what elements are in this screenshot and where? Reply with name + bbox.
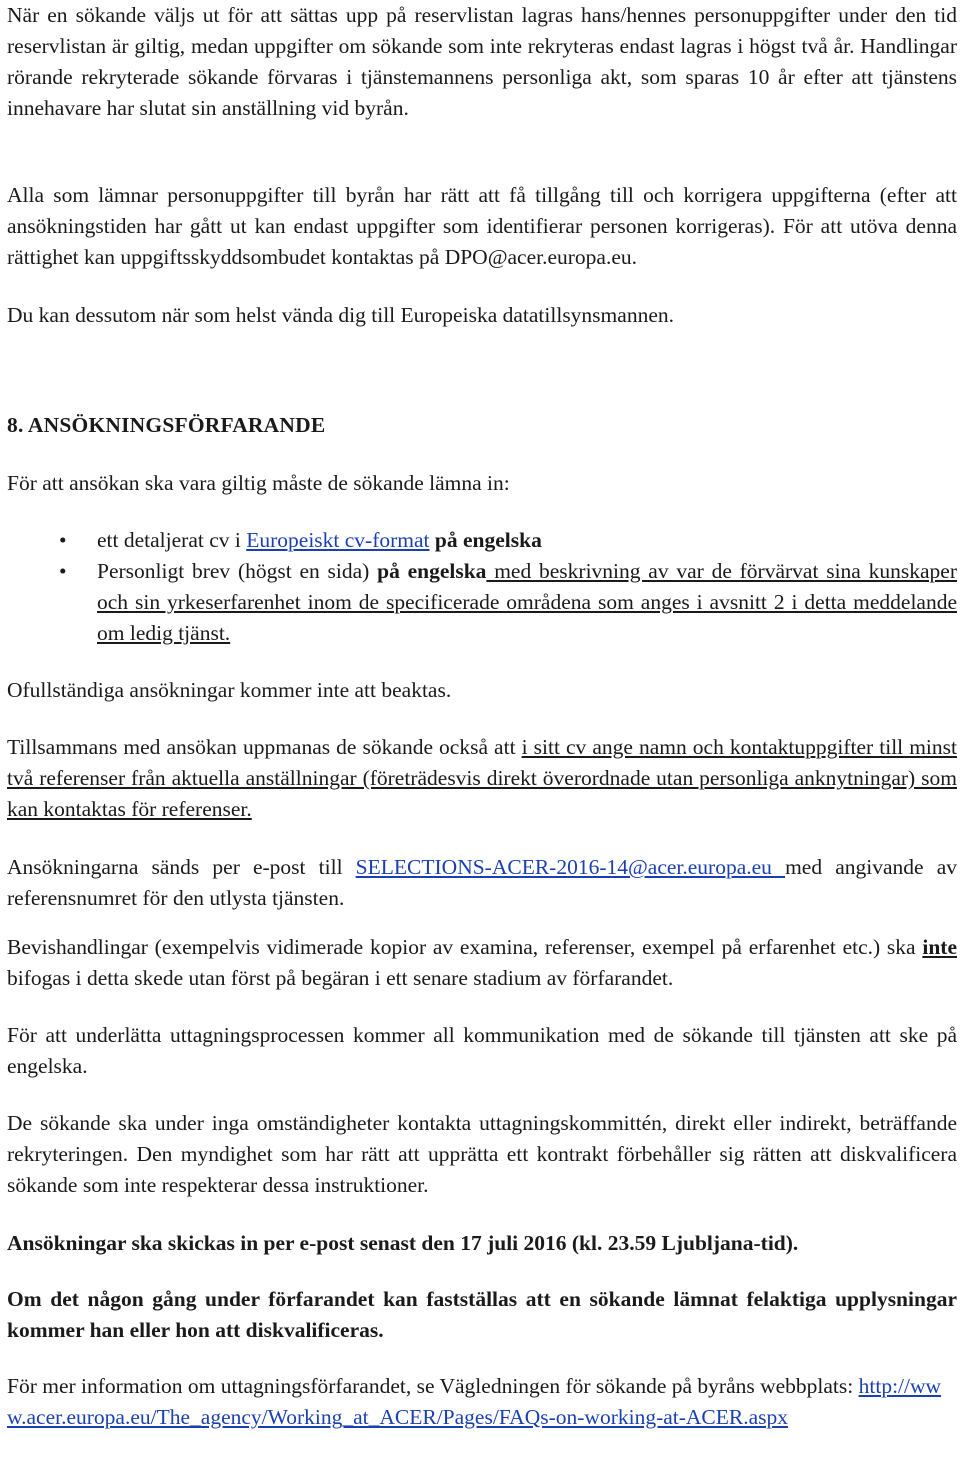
list-item: [7, 556, 957, 649]
paragraph-retention: När en sökande väljs ut för att sättas upp på reservlistan lagras hans/hennes personuppgifter under den tid reservlistan är giltig, medan uppgifter om sökande som inte rekryteras endast lagras i högst två år. Handlingar rörande rekryterade sökande förvaras i tjänstemannens personliga akt, som sparas 10 år efter att tjänstens innehavare har slutat sin anställning vid byrån.: [7, 3, 957, 120]
section-number: 8.: [7, 413, 24, 437]
evidence-prefix: Bevishandlingar (exempelvis vidimerade kopior av examina, referenser, exempel på erfarenhet etc.) ska: [7, 935, 923, 959]
paragraph-contact: De sökande ska under inga omständigheter kontakta uttagningskommittén, direkt eller indirekt, beträffande rekryteringen. Den myndighet som har rätt att upprätta ett kontrakt förbehåller sig rätten att diskvalificera sökande som inte respekterar dessa instruktioner.: [7, 1111, 957, 1197]
paragraph-intro: För att ansökan ska vara giltig måste de sökande lämna in:: [7, 471, 510, 495]
paragraph-more-info: [7, 1371, 957, 1433]
paragraph-language: För att underlätta uttagningsprocessen kommer all kommunikation med de sökande till tjänsten att ske på engelska.: [7, 1023, 957, 1078]
paragraph-references: [7, 732, 957, 825]
paragraph-email: [7, 852, 957, 914]
paragraph-deadline: [7, 1228, 957, 1259]
email-prefix: Ansökningarna sänds per e-post till: [7, 855, 356, 879]
europass-cv-link[interactable]: Europeiskt cv-format: [246, 528, 430, 552]
email-suffix: med angivande av referensnumret för den utlysta tjänsten.: [7, 855, 957, 910]
bullet-icon: •: [59, 559, 67, 583]
deadline-text: Ansökningar ska skickas in per e-post senast den 17 juli 2016 (kl. 23.59 Ljubljana-tid).: [7, 1231, 799, 1255]
references-prefix: Tillsammans med ansökan uppmanas de sökande också att: [7, 735, 522, 759]
bullet2-bold: på engelska: [377, 559, 487, 583]
faq-url-link[interactable]: http://www.acer.europa.eu/The_agency/Working_at_ACER/Pages/FAQs-on-working-at-ACER.aspx: [7, 1374, 942, 1429]
paragraph-incomplete: Ofullständiga ansökningar kommer inte att beaktas.: [7, 678, 452, 702]
bullet1-prefix: ett detaljerat cv i: [97, 528, 247, 552]
paragraph-false-info: [7, 1284, 957, 1346]
references-underlined: i sitt cv ange namn och kontaktuppgifter till minst två referenser från aktuella anställningar (företrädesvis direkt överordnade utan personliga anknytningar) som kan kontaktas för referenser.: [7, 735, 957, 821]
section-heading: [7, 410, 957, 441]
bullet-icon: •: [59, 528, 67, 552]
more-info-prefix: För mer information om uttagningsförfarandet, se Vägledningen för sökande på byråns webbplats:: [7, 1374, 859, 1398]
bullet1-bold: på engelska: [429, 528, 542, 552]
requirements-list: [7, 525, 957, 649]
selections-email-link[interactable]: SELECTIONS-ACER-2016-14@acer.europa.eu: [355, 855, 786, 879]
paragraph-supervisor: Du kan dessutom när som helst vända dig till Europeiska datatillsynsmannen.: [7, 303, 674, 327]
evidence-suffix: bifogas i detta skede utan först på begäran i ett senare stadium av förfarandet.: [7, 966, 674, 990]
false-info-text: Om det någon gång under förfarandet kan fastställas att en sökande lämnat felaktiga upplysningar kommer han eller hon att diskvalificeras.: [7, 1287, 957, 1342]
paragraph-rights: Alla som lämnar personuppgifter till byrån har rätt att få tillgång till och korrigera uppgifterna (efter att ansökningstiden har gått ut kan endast uppgifter som identifierar personen korrigeras). För att utöva denna rättighet kan uppgiftsskyddsombudet kontaktas på DPO@acer.europa.eu.: [7, 183, 957, 269]
section-title: ANSÖKNINGSFÖRFARANDE: [27, 413, 326, 437]
list-item: [7, 525, 957, 556]
bullet2-prefix: Personligt brev (högst en sida): [97, 559, 378, 583]
paragraph-evidence: [7, 932, 957, 994]
evidence-emphasis: inte: [922, 935, 957, 959]
bullet2-underlined: med beskrivning av var de förvärvat sina kunskaper och sin yrkeserfarenhet inom de specificerade områdena som anges i avsnitt 2 i detta meddelande om ledig tjänst.: [97, 559, 957, 645]
